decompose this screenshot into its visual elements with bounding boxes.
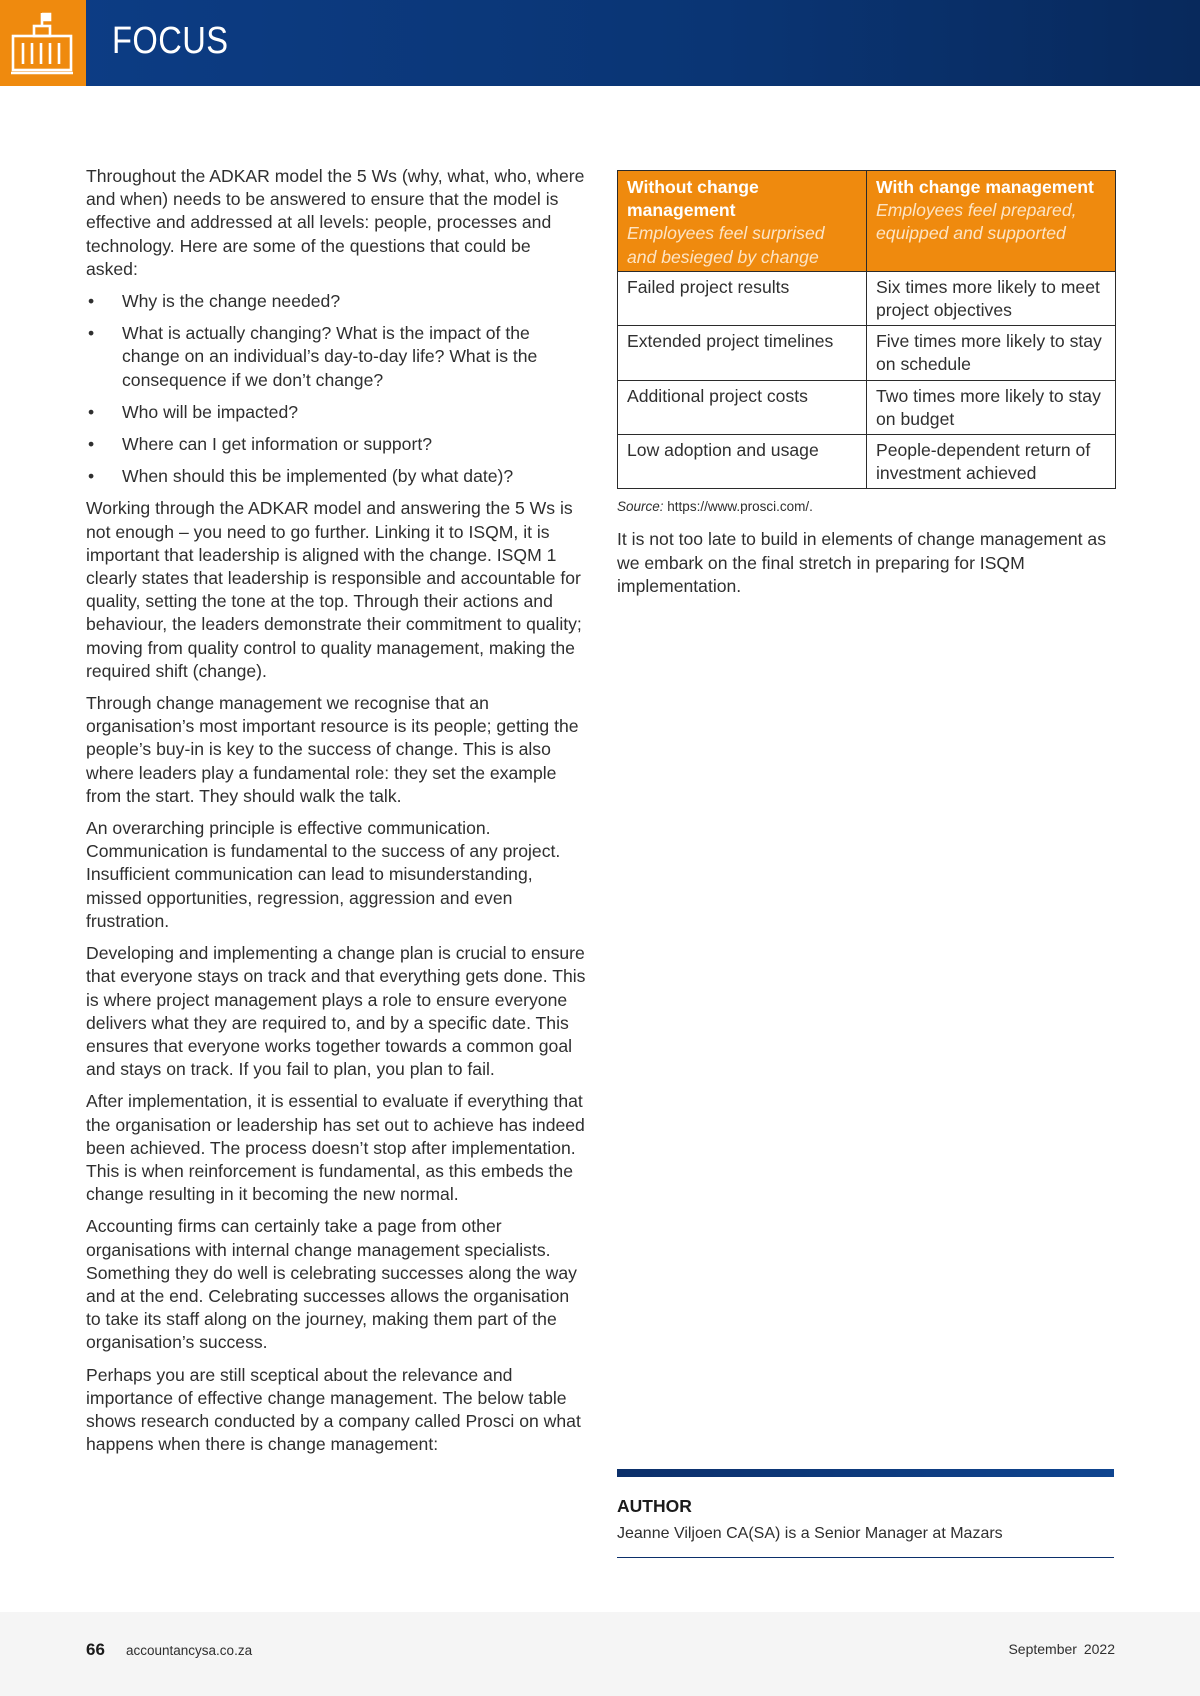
list-item: • Who will be impacted? [86,401,586,424]
header-subtitle: Employees feel prepared, equipped and supported [876,200,1077,244]
issue-date: September 2022 [1008,1641,1115,1657]
bullet-icon: • [88,401,95,422]
body-paragraph: Accounting firms can certainly take a page from other organisations with internal change management specialists. Something they do well is celebrating successes along the way and at the end. Celebrating successes allows the organisation to take its staff along on the journey, making them part of the organisation’s success. [86,1216,577,1353]
body-paragraph: After implementation, it is essential to evaluate if everything that the organisation or leadership has set out to achieve has indeed been achieved. The process doesn’t stop after implementation. This is when reinforcement is fundamental, as this embeds the change resulting in it becoming the new normal. [86,1091,585,1205]
source-link[interactable]: https://www.prosci.com/. [667,499,813,515]
section-logo [0,0,86,86]
body-paragraph: Working through the ADKAR model and answering the 5 Ws is not enough – you need to go further. Linking it to ISQM, it is important that leadership is aligned with the change. ISQM 1 clearly states that leadership is responsible and accountable for quality, setting the tone at the top. Through their actions and behaviour, the leaders demonstrate their commitment to quality; moving from quality control to quality management, making the required shift (change). [86,498,582,681]
table-header-cell [618,171,867,272]
page-number: 66 [86,1640,105,1659]
author-bio: Jeanne Viljoen CA(SA) is a Senior Manager at Mazars [617,1525,1003,1542]
body-paragraph: Developing and implementing a change plan is crucial to ensure that everyone stays on track and that everything gets done. This is where project management plays a role to ensure everyone delivers what they are required to, and by a specific date. This ensures that everyone works together towards a common goal and stays on track. If you fail to plan, you plan to fail. [86,943,586,1080]
table-source [617,499,1116,514]
table-row [618,435,1116,489]
body-paragraph: An overarching principle is effective communication. Communication is fundamental to the success of any project. Insufficient communication can lead to misunderstanding, missed opportunities, regression, aggression and even frustration. [86,818,561,931]
bullet-icon: • [88,434,95,455]
header-title: With change management [876,177,1094,197]
page-header [0,0,1200,86]
header-subtitle: Employees feel surprised and besieged by change [627,223,825,267]
source-label: Source: [617,499,664,515]
question-list [86,290,586,488]
bullet-icon: • [88,291,95,312]
table-header-row [618,171,1116,272]
page-footer [0,1612,1200,1696]
article-body [86,165,586,1465]
closing-paragraph: It is not too late to build in elements of change management as we embark on the final stretch in preparing for ISQM implementation. [617,529,1107,596]
table-row [618,380,1116,434]
site-link[interactable]: accountancysa.co.za [126,1643,253,1658]
building-icon [10,10,74,76]
comparison-table [617,170,1116,489]
table-cell: Five times more likely to stay on schedule [867,326,1116,380]
list-item: • What is actually changing? What is the impact of the change on an individual’s day-to-day life? What is the consequence if we don’t change? [88,323,538,390]
bullet-icon: • [88,466,95,487]
author-divider-bar [617,1469,1114,1477]
table-cell: Low adoption and usage [618,435,867,489]
table-cell: People-dependent return of investment achieved [867,435,1116,489]
body-paragraph: Perhaps you are still sceptical about the relevance and importance of effective change management. The below table shows research conducted by a company called Prosci on what happens when there is change management: [86,1364,581,1455]
list-item: • Where can I get information or support? [86,433,586,456]
table-row [618,271,1116,325]
table-cell: Additional project costs [618,380,867,434]
list-item: • When should this be implemented (by what date)? [86,465,586,488]
sidebar-column [617,170,1116,598]
header-title: Without change management [627,177,759,221]
author-bottom-rule [617,1557,1114,1558]
author-label: AUTHOR [617,1496,692,1516]
table-cell: Extended project timelines [618,326,867,380]
list-item: • Why is the change needed? [86,290,586,313]
table-cell: Failed project results [618,271,867,325]
body-paragraph: Through change management we recognise that an organisation’s most important resource is its people; getting the people’s buy-in is key to the success of change. This is also where leaders play a fundamental role: they set the example from the start. They should walk the talk. [86,693,579,806]
intro-paragraph: Throughout the ADKAR model the 5 Ws (why, what, who, where and when) needs to be answered to ensure that the model is effective and addressed at all levels: people, processes and technology. Here are some of the questions that could be asked: [86,166,585,279]
table-header-cell [867,171,1116,272]
section-title: FOCUS [112,20,229,62]
table-row [618,326,1116,380]
table-cell: Two times more likely to stay on budget [867,380,1116,434]
table-cell: Six times more likely to meet project objectives [867,271,1116,325]
bullet-icon: • [88,323,95,344]
